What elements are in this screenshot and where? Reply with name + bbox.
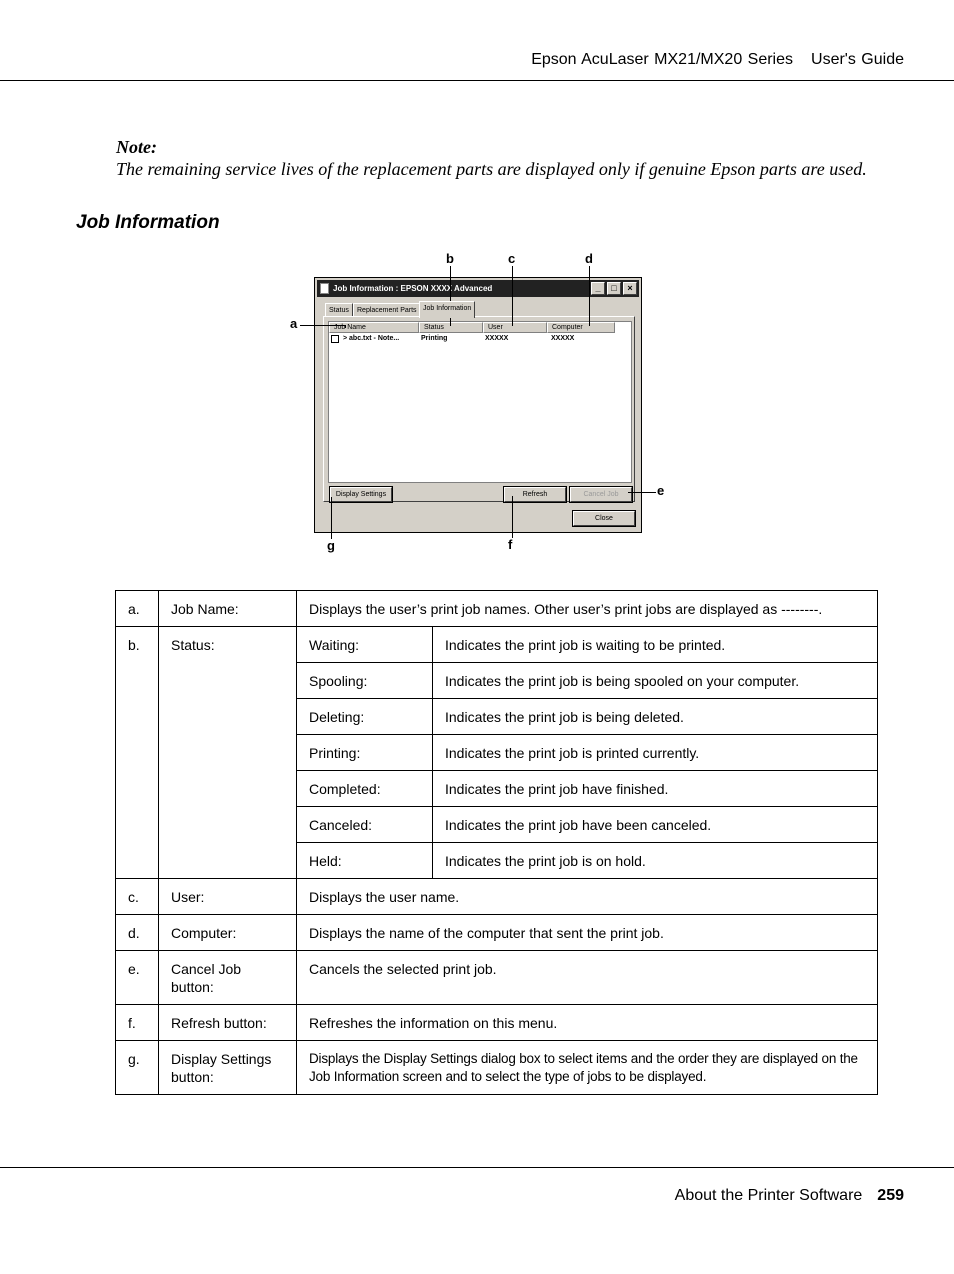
status-description: Indicates the print job is being spooled on your computer. <box>433 663 878 699</box>
column-computer[interactable]: Computer <box>547 322 615 333</box>
row-status: Printing <box>421 335 448 342</box>
status-name: Spooling: <box>297 663 433 699</box>
running-header <box>531 51 904 69</box>
column-user[interactable]: User <box>483 322 547 333</box>
status-description: Indicates the print job have finished. <box>433 771 878 807</box>
leader-a <box>300 325 346 326</box>
status-description: Indicates the print job is waiting to be printed. <box>433 627 878 663</box>
leader-c <box>512 266 513 326</box>
row-label: Cancel Job button: <box>159 951 297 1005</box>
status-description: Indicates the print job is on hold. <box>433 843 878 879</box>
tab-panel <box>323 316 635 502</box>
row-letter: g. <box>116 1041 159 1095</box>
print-job-icon <box>331 335 339 343</box>
row-job-name[interactable]: > abc.txt - Note... <box>343 335 400 342</box>
minimize-button[interactable]: _ <box>591 282 605 295</box>
row-description: Displays the Display Settings dialog box to select items and the order they are displayed on the Job Information screen and to select the type of jobs to be displayed. <box>297 1041 878 1095</box>
display-settings-button[interactable]: Display Settings <box>330 487 392 502</box>
section-title: Job Information <box>76 212 220 233</box>
maximize-button[interactable]: □ <box>607 282 621 295</box>
header-guide: User's Guide <box>811 51 904 68</box>
job-information-table <box>115 590 878 1095</box>
table-row <box>116 951 878 1005</box>
row-letter: a. <box>116 591 159 627</box>
row-label: Job Name: <box>159 591 297 627</box>
status-name: Completed: <box>297 771 433 807</box>
tab-strip <box>323 301 623 317</box>
column-job-name[interactable]: Job Name <box>329 322 419 333</box>
header-rule <box>0 80 954 81</box>
header-product: Epson AcuLaser MX21/MX20 Series <box>531 51 794 68</box>
leader-e <box>628 492 656 493</box>
printer-app-icon <box>320 283 329 294</box>
status-description: Indicates the print job have been canceled. <box>433 807 878 843</box>
row-description: Cancels the selected print job. <box>297 951 878 1005</box>
status-name: Held: <box>297 843 433 879</box>
table-row <box>116 879 878 915</box>
close-button[interactable]: Close <box>573 511 635 526</box>
callout-e: e <box>657 483 665 498</box>
close-window-button[interactable]: × <box>623 282 637 295</box>
row-user: XXXXX <box>485 335 509 342</box>
row-letter: e. <box>116 951 159 1005</box>
row-letter: c. <box>116 879 159 915</box>
callout-b: b <box>446 251 454 266</box>
tab-replacement-parts[interactable]: Replacement Parts <box>353 303 421 317</box>
job-list[interactable] <box>328 321 632 483</box>
status-name: Canceled: <box>297 807 433 843</box>
row-label: Display Settings button: <box>159 1041 297 1095</box>
leader-a-tick <box>345 325 346 328</box>
row-letter: b. <box>116 627 159 879</box>
row-description: Refreshes the information on this menu. <box>297 1005 878 1041</box>
dialog-title: Job Information : EPSON XXXX Advanced <box>333 284 493 293</box>
note-label: Note: <box>116 137 157 157</box>
table-row <box>116 1005 878 1041</box>
row-label: Computer: <box>159 915 297 951</box>
table-row <box>116 627 878 663</box>
dialog-titlebar <box>317 280 639 297</box>
callout-a: a <box>290 316 298 331</box>
column-status[interactable]: Status <box>419 322 483 333</box>
running-footer <box>675 1187 904 1205</box>
table-row <box>116 591 878 627</box>
row-label: User: <box>159 879 297 915</box>
tab-job-information[interactable]: Job Information <box>419 301 475 318</box>
row-label: Status: <box>159 627 297 879</box>
status-name: Deleting: <box>297 699 433 735</box>
status-description: Indicates the print job is being deleted. <box>433 699 878 735</box>
leader-d <box>589 266 590 326</box>
row-description: Displays the name of the computer that sent the print job. <box>297 915 878 951</box>
footer-rule <box>0 1167 954 1168</box>
row-letter: f. <box>116 1005 159 1041</box>
callout-d: d <box>585 251 593 266</box>
footer-section: About the Printer Software <box>674 1187 863 1204</box>
callout-g: g <box>327 538 335 553</box>
row-description: Displays the user name. <box>297 879 878 915</box>
status-description: Indicates the print job is printed currently. <box>433 735 878 771</box>
tab-status[interactable]: Status <box>325 303 353 317</box>
row-label: Refresh button: <box>159 1005 297 1041</box>
callout-f: f <box>508 537 513 552</box>
leader-g <box>331 497 332 539</box>
row-letter: d. <box>116 915 159 951</box>
table-row <box>116 915 878 951</box>
row-description: Displays the user’s print job names. Other user’s print jobs are displayed as --------. <box>297 591 878 627</box>
status-name: Printing: <box>297 735 433 771</box>
row-computer: XXXXX <box>551 335 575 342</box>
leader-f <box>512 496 513 538</box>
refresh-button[interactable]: Refresh <box>504 487 566 502</box>
callout-c: c <box>508 251 516 266</box>
cancel-job-button[interactable]: Cancel Job <box>570 487 632 502</box>
note-text: The remaining service lives of the replacement parts are displayed only if genuine Epson parts are used. <box>116 159 867 179</box>
page-number: 259 <box>877 1187 904 1204</box>
status-name: Waiting: <box>297 627 433 663</box>
job-information-dialog <box>314 277 642 533</box>
table-row <box>116 1041 878 1095</box>
